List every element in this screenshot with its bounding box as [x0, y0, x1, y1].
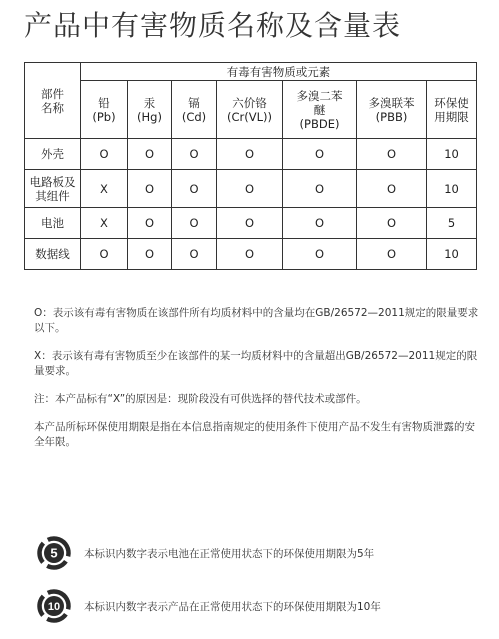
epup-number-5: 5 [50, 545, 58, 561]
part-name-line: 外壳 [41, 147, 64, 161]
substance-column-header-line: 环保使 [434, 95, 469, 110]
substance-value-cell: O [217, 239, 283, 270]
epup-recycle-icon [34, 586, 74, 626]
substance-value-cell: O [128, 208, 172, 239]
substance-value-cell: O [217, 208, 283, 239]
part-name-line: 其组件 [35, 188, 70, 203]
part-name-header [25, 63, 81, 139]
epup-number-10: 10 [47, 601, 61, 613]
epup-recycle-icon [34, 533, 74, 573]
substance-column-header-line: 镉 [188, 95, 200, 110]
table-row [25, 208, 477, 239]
substance-column-header-line: 铅 [98, 95, 110, 110]
substance-value-cell: O [81, 139, 128, 170]
substance-value-cell: O [217, 170, 283, 208]
part-name-cell [25, 208, 81, 239]
page-title: 产品中有害物质名称及含量表 [24, 9, 402, 42]
substance-column-header [172, 81, 217, 139]
epup-label-text-5: 本标识内数字表示电池在正常使用状态下的环保使用期限为5年 [84, 547, 375, 560]
substance-value-cell: O [128, 139, 172, 170]
substance-value-cell: X [81, 208, 128, 239]
part-name-cell [25, 170, 81, 208]
part-name-header-line-1: 部件 [41, 86, 64, 101]
substance-value-cell: X [81, 170, 128, 208]
substance-column-header-line: 用期限 [434, 109, 469, 124]
substance-value-cell: O [283, 208, 357, 239]
substance-group-header: 有毒有害物质或元素 [81, 63, 477, 81]
part-name-line: 数据线 [35, 247, 70, 261]
substance-column-header [427, 81, 477, 139]
substance-value-cell: O [283, 239, 357, 270]
substance-column-header [357, 81, 427, 139]
substance-column-header [128, 81, 172, 139]
substance-value-cell: O [217, 139, 283, 170]
substance-column-header-line: 多溴联苯 [368, 95, 415, 110]
part-name-cell [25, 139, 81, 170]
substance-column-header-line: (Cd) [181, 109, 207, 124]
epup-label-5-years [34, 533, 374, 573]
substance-value-cell: 10 [427, 139, 477, 170]
note-o-definition: O：表示该有毒有害物质在该部件所有均质材料中的含量均在GB/26572—2011规定的限量要求以下。 [34, 307, 479, 334]
substance-column-header [217, 81, 283, 139]
substance-value-cell: O [172, 170, 217, 208]
substance-column-header-line: 多溴二苯 [296, 88, 343, 103]
part-name-cell [25, 239, 81, 270]
substance-column-header-line: (Hg) [137, 109, 162, 124]
note-epup-definition: 本产品所标环保使用期限是指在本信息指南规定的使用条件下使用产品不发生有害物质泄露的安全年限。 [34, 421, 475, 448]
epup-label-10-years [34, 586, 381, 626]
substance-column-header [81, 81, 128, 139]
substance-column-header [283, 81, 357, 139]
substance-column-header-line: (PBB) [375, 109, 408, 124]
substance-value-cell: O [172, 239, 217, 270]
substance-value-cell: O [128, 170, 172, 208]
epup-label-text-10: 本标识内数字表示产品在正常使用状态下的环保使用期限为10年 [84, 600, 381, 613]
part-name-header-line-2: 名称 [41, 100, 64, 115]
substance-value-cell: 10 [427, 239, 477, 270]
substance-value-cell: 5 [427, 208, 477, 239]
notes-section [34, 306, 480, 463]
part-name-line: 电路板及 [29, 174, 76, 189]
substance-value-cell: O [283, 170, 357, 208]
note-reason: 注：本产品标有“X”的原因是：现阶段没有可供选择的替代技术或部件。 [34, 393, 367, 405]
table-row [25, 139, 477, 170]
substance-column-header-line: (Cr(VL)) [227, 109, 272, 124]
substance-column-header-line: 六价铬 [232, 95, 267, 110]
substance-value-cell: O [128, 239, 172, 270]
substance-value-cell: O [357, 239, 427, 270]
part-name-line: 电池 [41, 216, 64, 230]
substance-column-header-line: 醚 [313, 102, 326, 117]
substance-column-header-line: (PBDE) [299, 116, 340, 131]
hazardous-substances-table [24, 62, 477, 270]
substance-value-cell: O [172, 208, 217, 239]
substance-value-cell: O [283, 139, 357, 170]
substance-value-cell: O [357, 170, 427, 208]
substance-column-header-line: 汞 [143, 95, 156, 110]
substance-value-cell: O [357, 139, 427, 170]
substance-value-cell: O [172, 139, 217, 170]
substance-value-cell: O [81, 239, 128, 270]
note-x-definition: X：表示该有毒有害物质至少在该部件的某一均质材料中的含量超出GB/26572—2011规定的限量要求。 [34, 350, 478, 377]
substance-column-header-line: (Pb) [92, 109, 116, 124]
substance-value-cell: O [357, 208, 427, 239]
substance-value-cell: 10 [427, 170, 477, 208]
table-row [25, 239, 477, 270]
table-row [25, 170, 477, 208]
